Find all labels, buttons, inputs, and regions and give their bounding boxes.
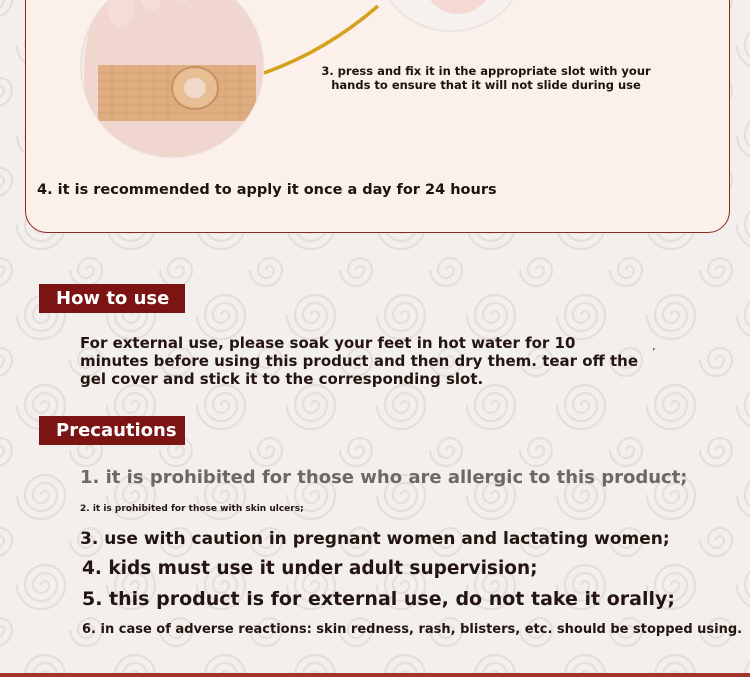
precaution-item-2: 2. it is prohibited for those with skin ulcers; [80, 504, 304, 514]
bottom-divider [0, 673, 750, 677]
instruction-card [25, 0, 730, 233]
how-to-use-text: For external use, please soak your feet in hot water for 10 minutes before using this product and then dry them. tear off the gel cover and stick it to the corresponding slot. [80, 334, 639, 388]
precaution-item-6: 6. in case of adverse reactions: skin redness, rash, blisters, etc. should be stopped using. [82, 622, 743, 637]
heel-image [381, 0, 521, 31]
precaution-item-5: 5. this product is for external use, do not take it orally; [82, 588, 675, 610]
precaution-item-3: 3. use with caution in pregnant women and lactating women; [80, 529, 670, 549]
step-3-text: 3. press and fix it in the appropriate slot with your hands to ensure that it will not slide during use [321, 64, 651, 92]
foot-with-patch-image [81, 0, 268, 191]
precautions-heading: Precautions [39, 416, 185, 445]
step-4-text: 4. it is recommended to apply it once a day for 24 hours [37, 182, 497, 198]
precaution-item-4: 4. kids must use it under adult supervision; [82, 558, 538, 579]
leader-line [264, 6, 378, 73]
how-to-use-heading: How to use [39, 284, 185, 313]
precaution-item-1: 1. it is prohibited for those who are allergic to this product; [80, 467, 688, 488]
stray-mark: ʼ [652, 346, 656, 359]
